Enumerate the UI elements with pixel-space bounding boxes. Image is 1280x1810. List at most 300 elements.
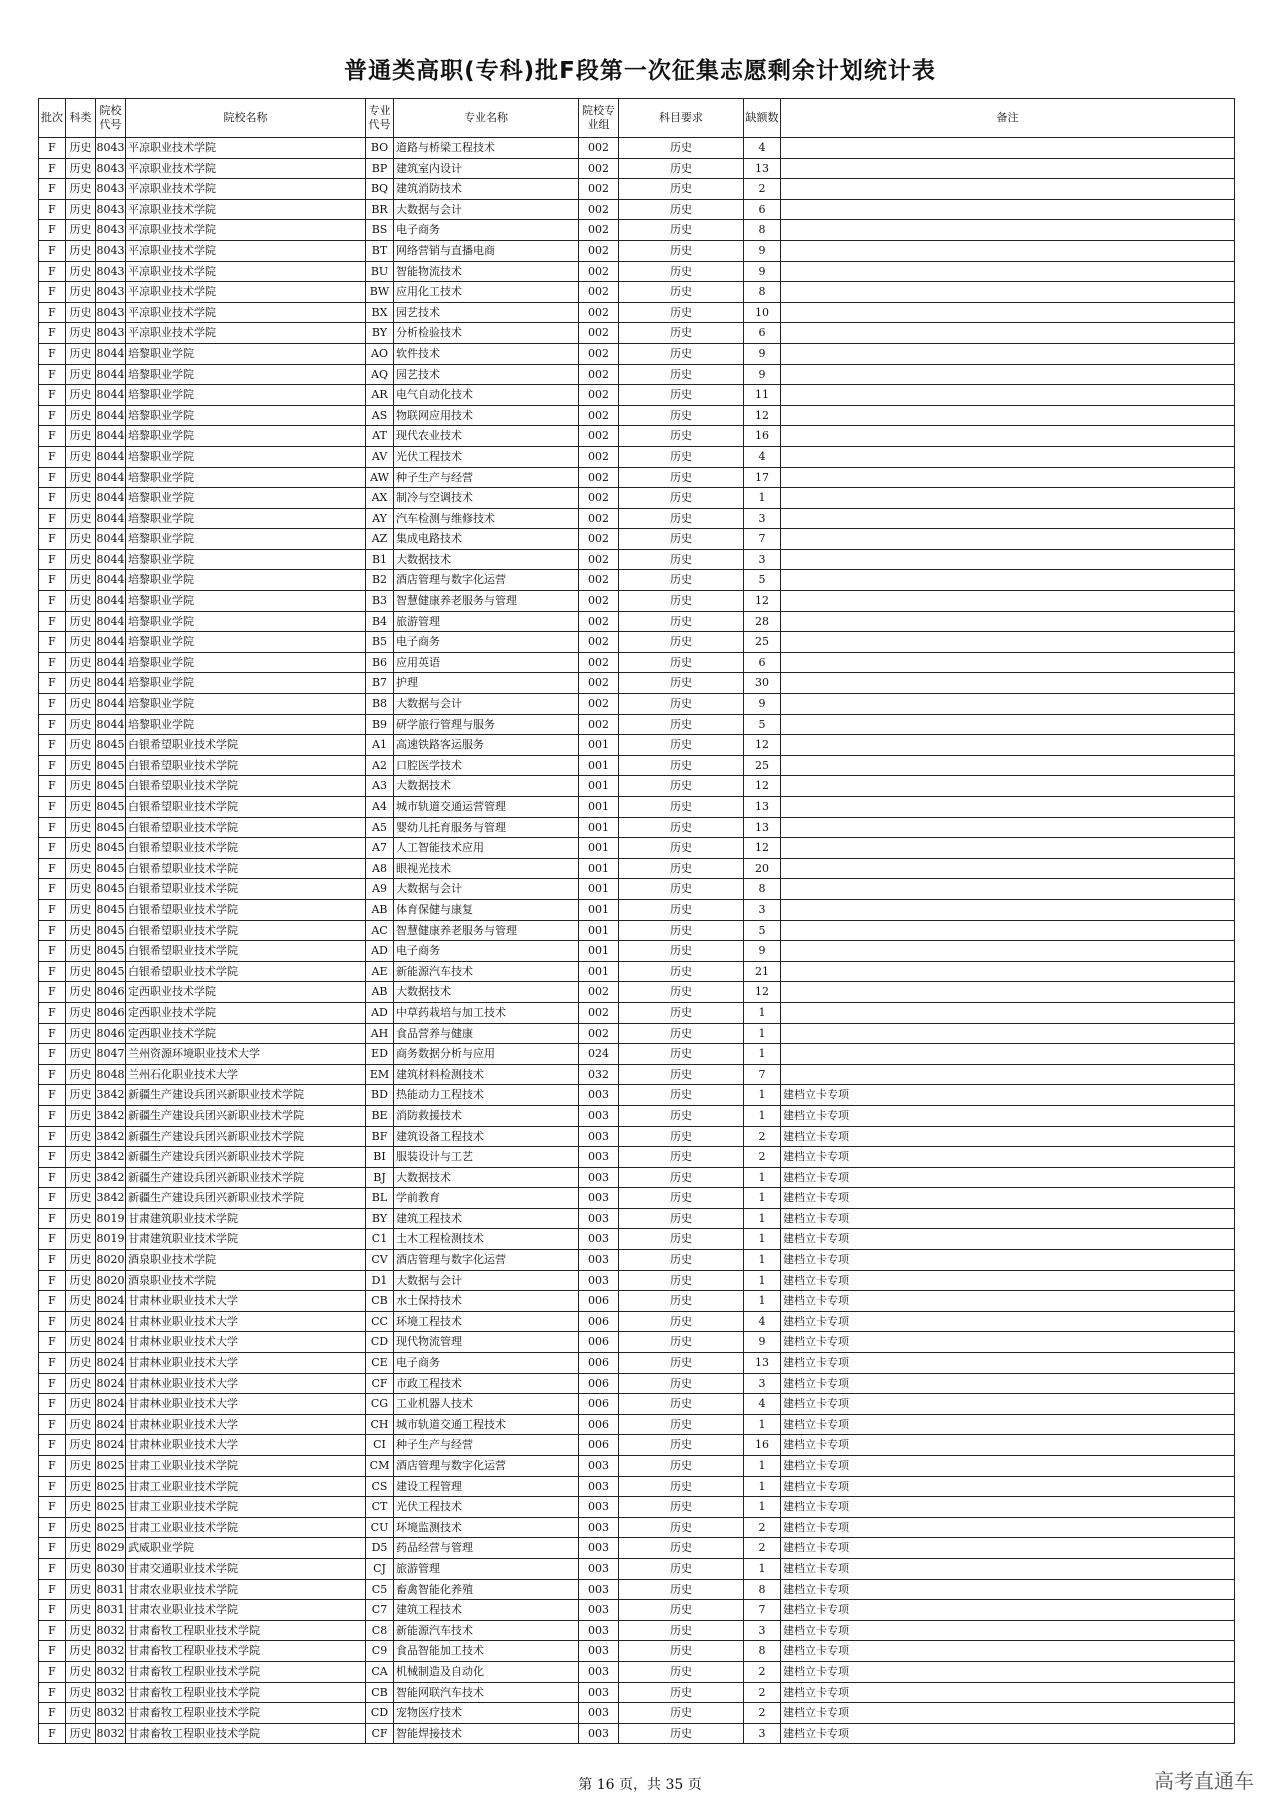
cell-major-name: 智能网联汽车技术	[394, 1682, 579, 1703]
cell-remarks: 建档立卡专项	[781, 1476, 1235, 1497]
cell-school-name: 白银希望职业技术学院	[126, 797, 366, 818]
cell-major-code: AX	[366, 488, 394, 509]
cell-major-group: 003	[579, 1208, 619, 1229]
cell-school-name: 平凉职业技术学院	[126, 302, 366, 323]
cell-major-group: 002	[579, 982, 619, 1003]
table-row	[39, 1044, 1235, 1065]
cell-major-group: 002	[579, 591, 619, 612]
cell-vacancy-count: 3	[744, 1373, 781, 1394]
cell-major-group: 003	[579, 1620, 619, 1641]
cell-batch: F	[39, 220, 66, 241]
cell-school-code: 8044	[96, 364, 126, 385]
cell-vacancy-count: 8	[744, 1579, 781, 1600]
cell-vacancy-count: 1	[744, 1229, 781, 1250]
cell-school-code: 8044	[96, 529, 126, 550]
cell-vacancy-count: 8	[744, 1641, 781, 1662]
cell-major-name: 人工智能技术应用	[394, 838, 579, 859]
cell-batch: F	[39, 1497, 66, 1518]
cell-school-name: 甘肃林业职业技术大学	[126, 1373, 366, 1394]
cell-batch: F	[39, 138, 66, 159]
cell-school-code: 3842	[96, 1126, 126, 1147]
cell-remarks	[781, 405, 1235, 426]
cell-school-name: 平凉职业技术学院	[126, 199, 366, 220]
cell-vacancy-count: 25	[744, 632, 781, 653]
cell-category: 历史	[66, 488, 96, 509]
cell-batch: F	[39, 1250, 66, 1271]
cell-major-group: 002	[579, 158, 619, 179]
cell-major-code: A8	[366, 858, 394, 879]
table-row	[39, 1517, 1235, 1538]
table-row	[39, 714, 1235, 735]
cell-subject-requirement: 历史	[619, 879, 744, 900]
cell-vacancy-count: 1	[744, 1002, 781, 1023]
cell-school-name: 甘肃林业职业技术大学	[126, 1332, 366, 1353]
cell-remarks: 建档立卡专项	[781, 1517, 1235, 1538]
cell-major-code: AB	[366, 982, 394, 1003]
cell-category: 历史	[66, 1497, 96, 1518]
cell-remarks: 建档立卡专项	[781, 1538, 1235, 1559]
cell-school-code: 8032	[96, 1661, 126, 1682]
cell-subject-requirement: 历史	[619, 467, 744, 488]
cell-major-code: CB	[366, 1682, 394, 1703]
cell-batch: F	[39, 158, 66, 179]
cell-major-name: 学前教育	[394, 1188, 579, 1209]
cell-batch: F	[39, 282, 66, 303]
cell-category: 历史	[66, 364, 96, 385]
cell-remarks	[781, 529, 1235, 550]
cell-school-name: 甘肃林业职业技术大学	[126, 1414, 366, 1435]
cell-remarks	[781, 652, 1235, 673]
cell-school-name: 甘肃工业职业技术学院	[126, 1456, 366, 1477]
cell-major-name: 建筑材料检测技术	[394, 1064, 579, 1085]
cell-remarks: 建档立卡专项	[781, 1435, 1235, 1456]
cell-school-code: 3842	[96, 1085, 126, 1106]
cell-major-group: 001	[579, 899, 619, 920]
cell-vacancy-count: 1	[744, 1456, 781, 1477]
cell-subject-requirement: 历史	[619, 179, 744, 200]
cell-vacancy-count: 12	[744, 735, 781, 756]
header-school-name: 院校名称	[126, 99, 366, 138]
cell-category: 历史	[66, 282, 96, 303]
cell-school-code: 8046	[96, 1023, 126, 1044]
cell-subject-requirement: 历史	[619, 591, 744, 612]
cell-major-name: 光伏工程技术	[394, 1497, 579, 1518]
cell-remarks	[781, 1044, 1235, 1065]
cell-school-code: 8044	[96, 632, 126, 653]
cell-subject-requirement: 历史	[619, 1044, 744, 1065]
cell-major-code: CF	[366, 1723, 394, 1744]
cell-subject-requirement: 历史	[619, 1414, 744, 1435]
cell-batch: F	[39, 797, 66, 818]
cell-remarks: 建档立卡专项	[781, 1332, 1235, 1353]
cell-remarks	[781, 240, 1235, 261]
cell-school-code: 8025	[96, 1497, 126, 1518]
cell-major-name: 城市轨道交通工程技术	[394, 1414, 579, 1435]
cell-school-code: 8024	[96, 1311, 126, 1332]
cell-batch: F	[39, 1641, 66, 1662]
cell-school-name: 甘肃农业职业技术学院	[126, 1600, 366, 1621]
cell-major-group: 006	[579, 1394, 619, 1415]
cell-school-code: 8044	[96, 405, 126, 426]
cell-major-name: 服装设计与工艺	[394, 1147, 579, 1168]
table-row	[39, 529, 1235, 550]
table-row	[39, 694, 1235, 715]
table-row	[39, 1147, 1235, 1168]
cell-batch: F	[39, 1456, 66, 1477]
cell-category: 历史	[66, 529, 96, 550]
cell-subject-requirement: 历史	[619, 1332, 744, 1353]
cell-school-code: 8019	[96, 1229, 126, 1250]
cell-subject-requirement: 历史	[619, 1435, 744, 1456]
cell-batch: F	[39, 1373, 66, 1394]
cell-remarks: 建档立卡专项	[781, 1600, 1235, 1621]
cell-school-name: 平凉职业技术学院	[126, 240, 366, 261]
cell-school-code: 8025	[96, 1456, 126, 1477]
cell-category: 历史	[66, 632, 96, 653]
table-row	[39, 1620, 1235, 1641]
cell-major-group: 002	[579, 467, 619, 488]
cell-major-group: 003	[579, 1600, 619, 1621]
cell-subject-requirement: 历史	[619, 735, 744, 756]
cell-batch: F	[39, 385, 66, 406]
cell-subject-requirement: 历史	[619, 1250, 744, 1271]
cell-school-name: 白银希望职业技术学院	[126, 879, 366, 900]
cell-major-group: 003	[579, 1229, 619, 1250]
cell-school-name: 甘肃畜牧工程职业技术学院	[126, 1723, 366, 1744]
table-row	[39, 179, 1235, 200]
cell-category: 历史	[66, 343, 96, 364]
cell-remarks	[781, 302, 1235, 323]
cell-vacancy-count: 6	[744, 323, 781, 344]
cell-category: 历史	[66, 941, 96, 962]
cell-category: 历史	[66, 138, 96, 159]
table-row	[39, 549, 1235, 570]
cell-school-name: 培黎职业学院	[126, 591, 366, 612]
cell-batch: F	[39, 694, 66, 715]
table-row	[39, 1703, 1235, 1724]
table-row	[39, 1208, 1235, 1229]
cell-school-name: 培黎职业学院	[126, 549, 366, 570]
cell-school-name: 甘肃工业职业技术学院	[126, 1517, 366, 1538]
table-row	[39, 652, 1235, 673]
cell-vacancy-count: 9	[744, 261, 781, 282]
cell-major-name: 新能源汽车技术	[394, 1620, 579, 1641]
cell-category: 历史	[66, 1414, 96, 1435]
cell-category: 历史	[66, 508, 96, 529]
cell-subject-requirement: 历史	[619, 1723, 744, 1744]
cell-school-code: 8032	[96, 1682, 126, 1703]
cell-remarks	[781, 632, 1235, 653]
cell-subject-requirement: 历史	[619, 570, 744, 591]
cell-remarks: 建档立卡专项	[781, 1497, 1235, 1518]
cell-vacancy-count: 9	[744, 694, 781, 715]
cell-school-name: 白银希望职业技术学院	[126, 817, 366, 838]
cell-subject-requirement: 历史	[619, 941, 744, 962]
cell-major-code: CT	[366, 1497, 394, 1518]
cell-school-name: 培黎职业学院	[126, 426, 366, 447]
cell-vacancy-count: 4	[744, 1394, 781, 1415]
cell-school-code: 8043	[96, 323, 126, 344]
cell-major-code: C1	[366, 1229, 394, 1250]
cell-subject-requirement: 历史	[619, 199, 744, 220]
cell-category: 历史	[66, 1620, 96, 1641]
cell-vacancy-count: 1	[744, 1291, 781, 1312]
cell-school-code: 8032	[96, 1703, 126, 1724]
table-row	[39, 1002, 1235, 1023]
cell-category: 历史	[66, 673, 96, 694]
cell-vacancy-count: 25	[744, 755, 781, 776]
cell-batch: F	[39, 1476, 66, 1497]
cell-batch: F	[39, 755, 66, 776]
cell-remarks: 建档立卡专项	[781, 1229, 1235, 1250]
cell-remarks: 建档立卡专项	[781, 1353, 1235, 1374]
table-row	[39, 858, 1235, 879]
cell-major-group: 006	[579, 1353, 619, 1374]
cell-school-code: 8044	[96, 714, 126, 735]
cell-batch: F	[39, 1311, 66, 1332]
cell-category: 历史	[66, 385, 96, 406]
cell-major-name: 药品经营与管理	[394, 1538, 579, 1559]
cell-remarks: 建档立卡专项	[781, 1682, 1235, 1703]
cell-vacancy-count: 12	[744, 405, 781, 426]
cell-major-code: A1	[366, 735, 394, 756]
cell-subject-requirement: 历史	[619, 508, 744, 529]
cell-major-name: 物联网应用技术	[394, 405, 579, 426]
table-row	[39, 1497, 1235, 1518]
cell-subject-requirement: 历史	[619, 1064, 744, 1085]
cell-subject-requirement: 历史	[619, 817, 744, 838]
cell-school-name: 培黎职业学院	[126, 467, 366, 488]
cell-category: 历史	[66, 240, 96, 261]
cell-vacancy-count: 10	[744, 302, 781, 323]
cell-remarks	[781, 591, 1235, 612]
cell-vacancy-count: 2	[744, 1517, 781, 1538]
cell-batch: F	[39, 1538, 66, 1559]
cell-batch: F	[39, 323, 66, 344]
cell-major-name: 酒店管理与数字化运营	[394, 570, 579, 591]
cell-remarks	[781, 570, 1235, 591]
cell-category: 历史	[66, 1229, 96, 1250]
cell-school-name: 培黎职业学院	[126, 364, 366, 385]
cell-school-code: 8024	[96, 1373, 126, 1394]
cell-major-group: 003	[579, 1723, 619, 1744]
cell-major-name: 电气自动化技术	[394, 385, 579, 406]
cell-remarks: 建档立卡专项	[781, 1147, 1235, 1168]
cell-subject-requirement: 历史	[619, 920, 744, 941]
cell-major-name: 种子生产与经营	[394, 1435, 579, 1456]
cell-major-group: 003	[579, 1538, 619, 1559]
cell-major-group: 003	[579, 1270, 619, 1291]
cell-vacancy-count: 2	[744, 1538, 781, 1559]
cell-remarks	[781, 982, 1235, 1003]
table-row	[39, 776, 1235, 797]
cell-major-group: 003	[579, 1167, 619, 1188]
cell-school-code: 8032	[96, 1641, 126, 1662]
cell-batch: F	[39, 1147, 66, 1168]
cell-major-code: AS	[366, 405, 394, 426]
cell-school-code: 8024	[96, 1394, 126, 1415]
cell-major-code: A5	[366, 817, 394, 838]
cell-category: 历史	[66, 199, 96, 220]
cell-major-group: 001	[579, 776, 619, 797]
cell-batch: F	[39, 446, 66, 467]
cell-major-name: 大数据与会计	[394, 694, 579, 715]
table-row	[39, 220, 1235, 241]
cell-subject-requirement: 历史	[619, 858, 744, 879]
cell-school-code: 8031	[96, 1579, 126, 1600]
cell-remarks: 建档立卡专项	[781, 1291, 1235, 1312]
cell-major-name: 婴幼儿托育服务与管理	[394, 817, 579, 838]
cell-batch: F	[39, 467, 66, 488]
cell-category: 历史	[66, 879, 96, 900]
cell-school-name: 培黎职业学院	[126, 488, 366, 509]
cell-subject-requirement: 历史	[619, 1682, 744, 1703]
cell-major-group: 003	[579, 1105, 619, 1126]
cell-school-name: 新疆生产建设兵团兴新职业技术学院	[126, 1188, 366, 1209]
cell-school-name: 白银希望职业技术学院	[126, 899, 366, 920]
cell-category: 历史	[66, 1682, 96, 1703]
cell-major-group: 001	[579, 879, 619, 900]
cell-major-code: CU	[366, 1517, 394, 1538]
cell-subject-requirement: 历史	[619, 1085, 744, 1106]
cell-school-name: 甘肃林业职业技术大学	[126, 1435, 366, 1456]
cell-major-name: 大数据与会计	[394, 1270, 579, 1291]
cell-major-code: B4	[366, 611, 394, 632]
cell-major-name: 智能焊接技术	[394, 1723, 579, 1744]
cell-vacancy-count: 1	[744, 1497, 781, 1518]
cell-major-name: 体育保健与康复	[394, 899, 579, 920]
page-title: 普通类高职(专科)批F段第一次征集志愿剩余计划统计表	[344, 58, 936, 84]
cell-major-group: 002	[579, 364, 619, 385]
cell-batch: F	[39, 1579, 66, 1600]
cell-remarks	[781, 323, 1235, 344]
cell-major-name: 制冷与空调技术	[394, 488, 579, 509]
cell-school-code: 8043	[96, 302, 126, 323]
cell-major-group: 006	[579, 1414, 619, 1435]
cell-school-code: 8044	[96, 426, 126, 447]
cell-major-group: 006	[579, 1332, 619, 1353]
cell-remarks	[781, 549, 1235, 570]
cell-batch: F	[39, 1105, 66, 1126]
cell-major-name: 电子商务	[394, 220, 579, 241]
cell-school-name: 培黎职业学院	[126, 508, 366, 529]
cell-school-code: 8044	[96, 343, 126, 364]
cell-school-name: 甘肃交通职业技术学院	[126, 1558, 366, 1579]
cell-major-code: A2	[366, 755, 394, 776]
table-row	[39, 138, 1235, 159]
cell-vacancy-count: 17	[744, 467, 781, 488]
cell-major-name: 工业机器人技术	[394, 1394, 579, 1415]
cell-school-name: 定西职业技术学院	[126, 1002, 366, 1023]
cell-major-name: 中草药栽培与加工技术	[394, 1002, 579, 1023]
cell-school-name: 培黎职业学院	[126, 714, 366, 735]
cell-school-code: 8045	[96, 817, 126, 838]
cell-major-group: 002	[579, 323, 619, 344]
cell-batch: F	[39, 570, 66, 591]
cell-subject-requirement: 历史	[619, 1558, 744, 1579]
cell-school-name: 平凉职业技术学院	[126, 138, 366, 159]
cell-major-name: 园艺技术	[394, 302, 579, 323]
cell-major-group: 006	[579, 1291, 619, 1312]
cell-vacancy-count: 1	[744, 1558, 781, 1579]
cell-school-code: 8045	[96, 735, 126, 756]
cell-school-code: 3842	[96, 1147, 126, 1168]
cell-batch: F	[39, 343, 66, 364]
cell-school-code: 8024	[96, 1332, 126, 1353]
cell-batch: F	[39, 1126, 66, 1147]
cell-subject-requirement: 历史	[619, 240, 744, 261]
cell-subject-requirement: 历史	[619, 1517, 744, 1538]
cell-school-name: 甘肃畜牧工程职业技术学院	[126, 1682, 366, 1703]
cell-batch: F	[39, 652, 66, 673]
cell-major-name: 土木工程检测技术	[394, 1229, 579, 1250]
cell-category: 历史	[66, 405, 96, 426]
cell-subject-requirement: 历史	[619, 158, 744, 179]
table-row	[39, 797, 1235, 818]
cell-school-code: 8047	[96, 1044, 126, 1065]
cell-vacancy-count: 16	[744, 1435, 781, 1456]
cell-batch: F	[39, 673, 66, 694]
cell-major-group: 001	[579, 920, 619, 941]
cell-school-name: 平凉职业技术学院	[126, 158, 366, 179]
cell-school-name: 白银希望职业技术学院	[126, 776, 366, 797]
cell-category: 历史	[66, 961, 96, 982]
cell-vacancy-count: 8	[744, 879, 781, 900]
cell-batch: F	[39, 1435, 66, 1456]
table-row	[39, 1456, 1235, 1477]
cell-remarks: 建档立卡专项	[781, 1456, 1235, 1477]
cell-subject-requirement: 历史	[619, 549, 744, 570]
cell-school-code: 8031	[96, 1600, 126, 1621]
cell-vacancy-count: 7	[744, 1064, 781, 1085]
cell-vacancy-count: 2	[744, 1661, 781, 1682]
cell-school-code: 8025	[96, 1517, 126, 1538]
cell-major-code: BP	[366, 158, 394, 179]
cell-major-group: 002	[579, 179, 619, 200]
cell-major-group: 001	[579, 961, 619, 982]
cell-major-name: 建筑消防技术	[394, 179, 579, 200]
cell-school-name: 培黎职业学院	[126, 611, 366, 632]
cell-school-name: 培黎职业学院	[126, 673, 366, 694]
table-row	[39, 961, 1235, 982]
cell-school-code: 8046	[96, 1002, 126, 1023]
cell-major-name: 现代农业技术	[394, 426, 579, 447]
plan-table	[38, 98, 1235, 1744]
cell-category: 历史	[66, 1373, 96, 1394]
cell-major-code: D5	[366, 1538, 394, 1559]
cell-subject-requirement: 历史	[619, 1661, 744, 1682]
cell-major-code: BJ	[366, 1167, 394, 1188]
cell-subject-requirement: 历史	[619, 220, 744, 241]
cell-vacancy-count: 1	[744, 1270, 781, 1291]
cell-vacancy-count: 1	[744, 1414, 781, 1435]
table-row	[39, 1600, 1235, 1621]
cell-subject-requirement: 历史	[619, 673, 744, 694]
cell-school-code: 8044	[96, 385, 126, 406]
cell-school-code: 8045	[96, 797, 126, 818]
cell-major-group: 003	[579, 1476, 619, 1497]
cell-major-name: 光伏工程技术	[394, 446, 579, 467]
cell-category: 历史	[66, 1064, 96, 1085]
cell-batch: F	[39, 1167, 66, 1188]
cell-batch: F	[39, 179, 66, 200]
cell-school-name: 新疆生产建设兵团兴新职业技术学院	[126, 1085, 366, 1106]
cell-major-name: 眼视光技术	[394, 858, 579, 879]
cell-school-code: 3842	[96, 1167, 126, 1188]
cell-category: 历史	[66, 611, 96, 632]
cell-remarks	[781, 838, 1235, 859]
cell-school-name: 酒泉职业技术学院	[126, 1270, 366, 1291]
